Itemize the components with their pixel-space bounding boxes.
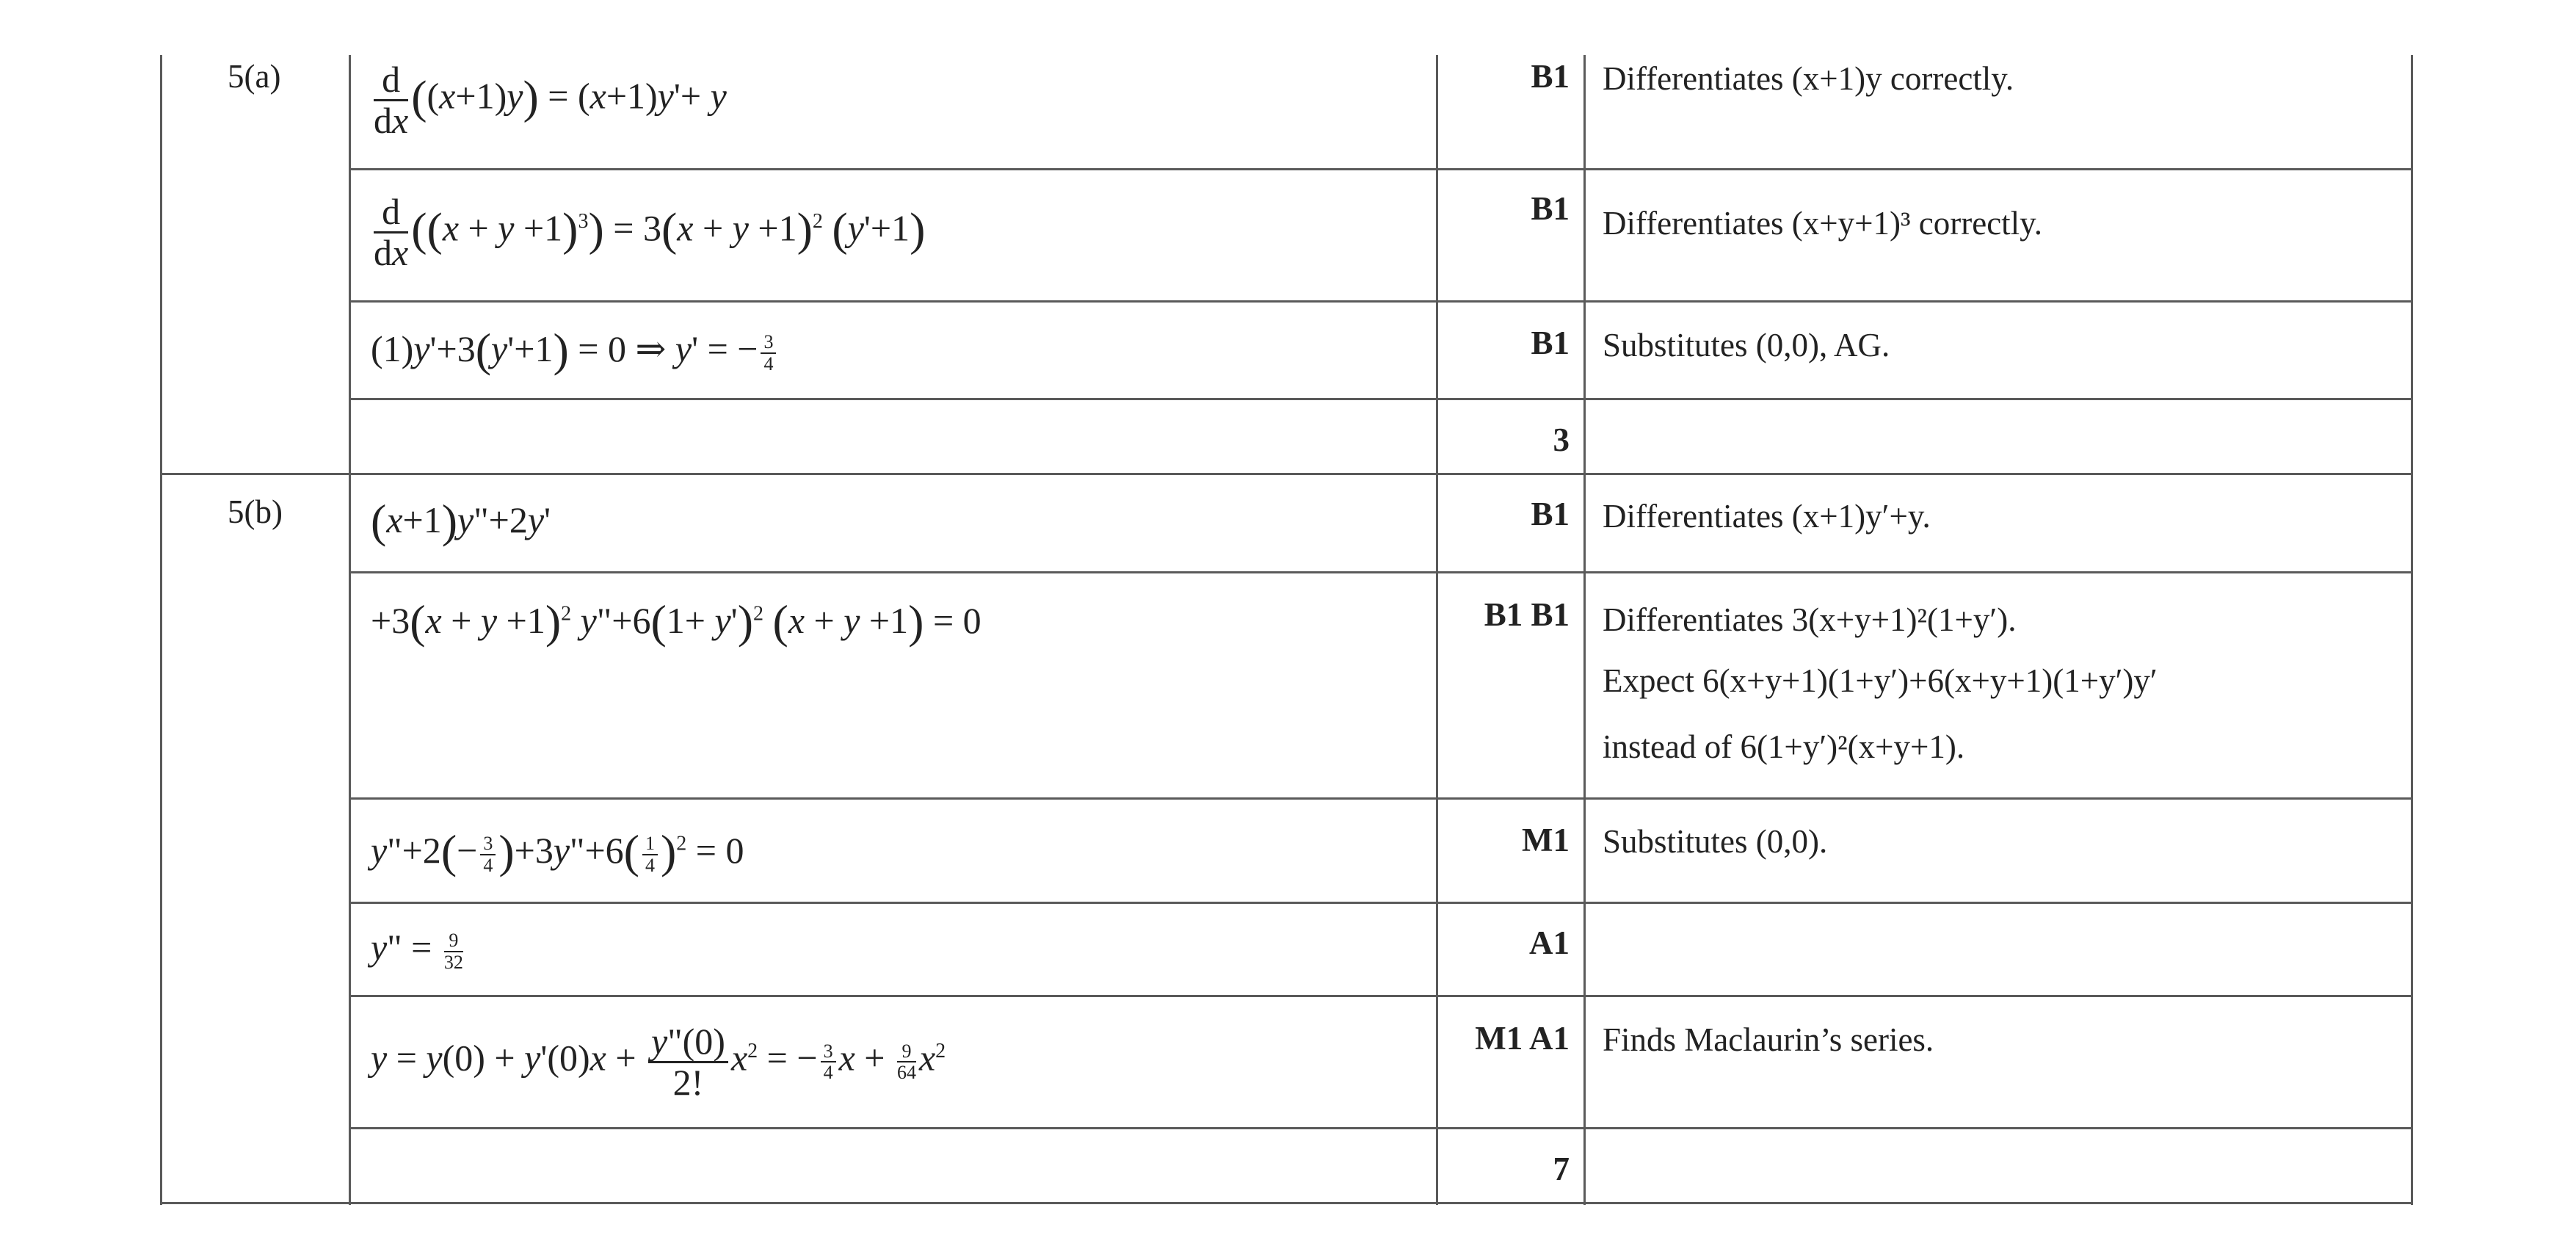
working-b4: y" = $\frac{9}{32}$ <box>371 927 463 973</box>
row-divider <box>349 168 2412 170</box>
row-divider <box>349 571 2412 573</box>
comment-b2-line2: Expect 6(x+y+1)(1+y′)+6(x+y+1)(1+y′)y′ <box>1603 662 2158 699</box>
column-divider <box>1583 55 1586 1205</box>
row-divider <box>349 398 2412 400</box>
mark-total-b: 7 <box>1553 1151 1570 1187</box>
working-b1: (x+1)y"+2y' <box>371 495 551 547</box>
row-divider <box>349 300 2412 303</box>
working-a3: (1)y'+3(y'+1) = 0 ⇒ y' = − $\frac{3}{4}$ <box>371 327 779 374</box>
comment-a2: Differentiates (x+y+1)³ correctly. <box>1603 205 2042 242</box>
mark-a1: B1 <box>1531 58 1570 95</box>
working-b2: $+3(x + y +1)^2$ y"+6(1+ y')$^2$ (x + y +1) = 0 <box>371 595 982 648</box>
mark-b5: M1 A1 <box>1475 1020 1570 1057</box>
mark-b3: M1 <box>1522 822 1570 858</box>
column-divider <box>349 55 351 1205</box>
row-divider <box>349 797 2412 800</box>
table-border-bottom <box>160 1202 2413 1204</box>
comment-a3: Substitutes (0,0), AG. <box>1603 327 1890 363</box>
mark-b2: B1 B1 <box>1484 596 1570 633</box>
working-b3: y"+2(− $\frac{3}{4}$ )+3y"+6( $\frac{1}{4}$ )$^2$ = 0 <box>371 825 744 877</box>
mark-b1: B1 <box>1531 496 1570 532</box>
mark-b4: A1 <box>1529 924 1570 961</box>
row-divider <box>349 902 2412 904</box>
comment-b5: Finds Maclaurin’s series. <box>1603 1021 1934 1058</box>
comment-a1: Differentiates (x+1)y correctly. <box>1603 60 2014 97</box>
comment-b1: Differentiates (x+1)y′+y. <box>1603 498 1931 535</box>
comment-b2-line1: Differentiates 3(x+y+1)²(1+y′). <box>1603 601 2017 638</box>
working-a1: $\frac{d}{dx}$ ((x+1)y) = (x+1)y'+ y <box>374 59 727 141</box>
mark-a3: B1 <box>1531 325 1570 361</box>
question-label: 5(b) <box>228 493 283 530</box>
table-border-left <box>160 55 162 1205</box>
row-divider <box>349 1127 2412 1129</box>
question-label: 5(a) <box>228 58 281 95</box>
working-b5: y = y(0) + y'(0)x + $\frac{y"(0)}{2!}$ $x^2$ = − $\frac{3}{4}$ x + $\frac{9}{64}$ $x^2$ <box>371 1021 946 1103</box>
mark-total-a: 3 <box>1553 421 1570 458</box>
table-border-right <box>2411 55 2413 1205</box>
row-divider <box>349 995 2412 997</box>
comment-b2-line3: instead of 6(1+y′)²(x+y+1). <box>1603 728 1965 765</box>
part-divider <box>160 473 2413 475</box>
mark-a2: B1 <box>1531 190 1570 227</box>
working-a2: $\frac{d}{dx}$ $((x + y +1)^3) = 3(x + y +1)^2$ (y'+1) <box>374 191 926 273</box>
comment-b3: Substitutes (0,0). <box>1603 823 1828 860</box>
